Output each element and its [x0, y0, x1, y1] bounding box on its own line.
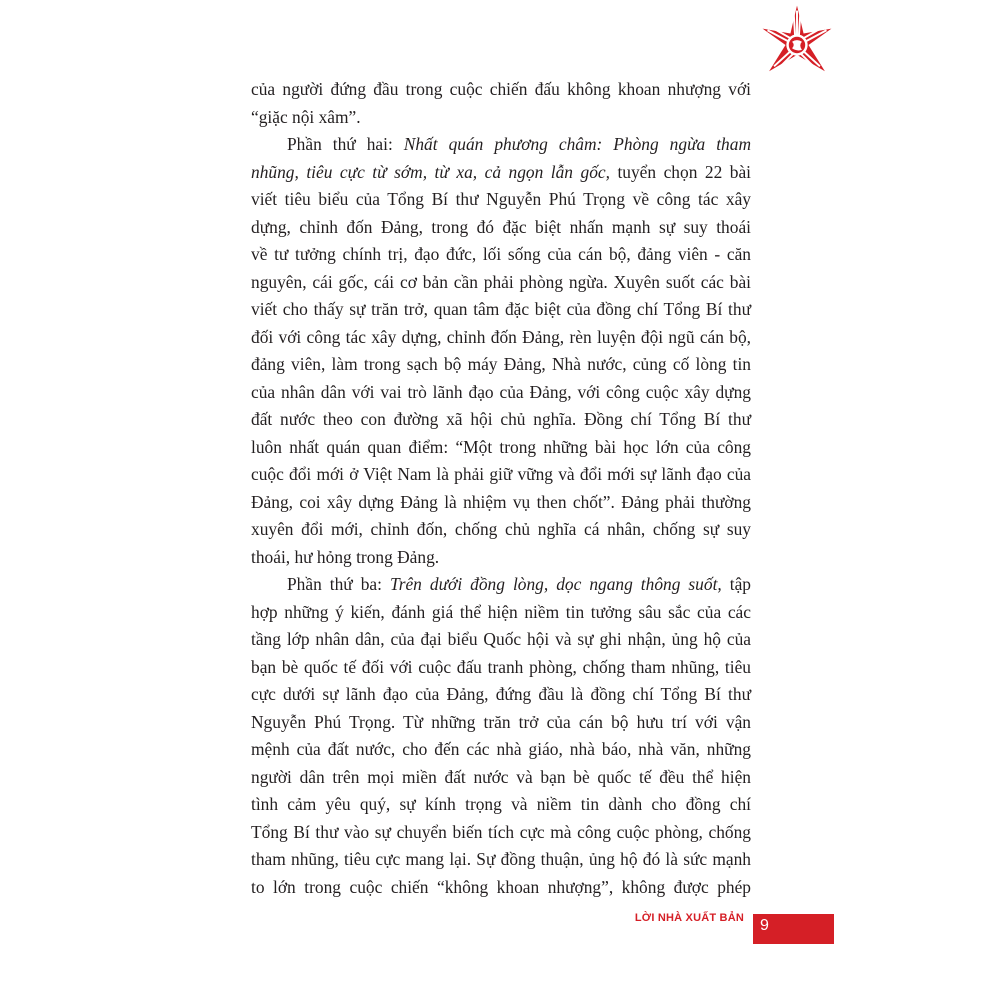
- text-line: xuyên đổi mới, chỉnh đốn, chống chủ nghĩa cá nhân, chống sự suy: [251, 519, 751, 539]
- text-line: hợp những ý kiến, đánh giá thể hiện niềm tin tưởng sâu sắc của các: [251, 601, 751, 622]
- text-line: bạn bè quốc tế đối với cuộc đấu tranh phòng, chống tham nhũng, tiêu: [251, 656, 751, 677]
- text-line: Nguyễn Phú Trọng. Từ những trăn trở của cán bộ hưu trí với vận: [251, 711, 751, 732]
- text-line: viết cho thấy sự trăn trở, quan tâm đặc biệt của đồng chí Tổng Bí thư: [251, 299, 751, 319]
- text-line: của người đứng đầu trong cuộc chiến đấu không khoan nhượng với: [251, 79, 751, 99]
- section-lead: Phần thứ hai:: [287, 134, 404, 154]
- text-line: Đảng, coi xây dựng Đảng là nhiệm vụ then chốt”. Đảng phải thường: [251, 491, 751, 512]
- text-line: tầng lớp nhân dân, của đại biểu Quốc hội và sự ghi nhận, ủng hộ của: [251, 629, 751, 649]
- text-line: thoái, hư hỏng trong Đảng.: [251, 546, 440, 567]
- text-line: to lớn trong cuộc chiến “không khoan nhượng”, không được phép: [251, 876, 751, 897]
- text-line: người dân trên mọi miền đất nước và bạn bè quốc tế đều thể hiện: [251, 766, 751, 787]
- text-line: mệnh của đất nước, cho đến các nhà giáo, nhà báo, nhà văn, những: [251, 739, 751, 759]
- text-line: đối với công tác xây dựng, chỉnh đốn Đảng, rèn luyện đội ngũ cán bộ,: [251, 326, 751, 347]
- text-line: về tư tưởng chính trị, đạo đức, lối sống của cán bộ, đảng viên - căn: [251, 244, 751, 264]
- section-title: Nhất quán phương châm: Phòng ngừa tham: [403, 134, 752, 154]
- section-title: nhũng, tiêu cực từ sớm, từ xa, cả ngọn lẫn gốc,: [251, 161, 610, 182]
- text-line: viết tiêu biểu của Tổng Bí thư Nguyễn Phú Trọng về công tác xây: [251, 189, 751, 209]
- text-line: dựng, chỉnh đốn Đảng, trong đó đặc biệt nhấn mạnh sự suy thoái: [251, 216, 751, 237]
- text-line: nguyên, cái gốc, cái cơ bản cần phải phòng ngừa. Xuyên suốt các bài: [251, 271, 751, 292]
- text-line: [251, 131, 751, 159]
- text-line: Tổng Bí thư vào sự chuyển biến tích cực mà công cuộc phòng, chống: [251, 821, 751, 842]
- text-line: tham nhũng, tiêu cực mang lại. Sự đồng thuận, ủng hộ đó là sức mạnh: [251, 849, 751, 869]
- text-line: [251, 159, 751, 187]
- section-title: Trên dưới đồng lòng, dọc ngang thông suốt,: [389, 574, 722, 594]
- text-line: cuộc đổi mới ở Việt Nam là phải giữ vững và đổi mới sự lãnh đạo của: [251, 464, 751, 484]
- footer-divider: [751, 914, 753, 944]
- text-line: đảng viên, làm trong sạch bộ máy Đảng, Nhà nước, củng cố lòng tin: [251, 354, 751, 374]
- text-line: luôn nhất quán quan điểm: “Một trong những bài học lớn của công: [251, 436, 751, 457]
- text-line: tình cảm yêu quý, sự kính trọng và niềm tin dành cho đồng chí: [251, 794, 751, 814]
- section-lead: Phần thứ ba:: [287, 574, 390, 594]
- running-footer-title: LỜI NHÀ XUẤT BẢN: [634, 912, 744, 924]
- text-run: tuyển chọn 22 bài: [609, 161, 752, 182]
- text-line: “giặc nội xâm”.: [251, 106, 361, 127]
- text-line: đất nước theo con đường xã hội chủ nghĩa. Đồng chí Tổng Bí thư: [251, 409, 751, 429]
- text-line: [251, 571, 751, 599]
- red-star-emblem-icon: [756, 4, 838, 86]
- page-number: 9: [760, 917, 769, 934]
- text-line: cực dưới sự lãnh đạo của Đảng, đứng đầu là đồng chí Tổng Bí thư: [251, 684, 751, 704]
- body-text: [251, 76, 751, 901]
- text-line: của nhân dân với vai trò lãnh đạo của Đảng, với công cuộc xây dựng: [251, 381, 751, 402]
- text-run: tập: [721, 574, 751, 594]
